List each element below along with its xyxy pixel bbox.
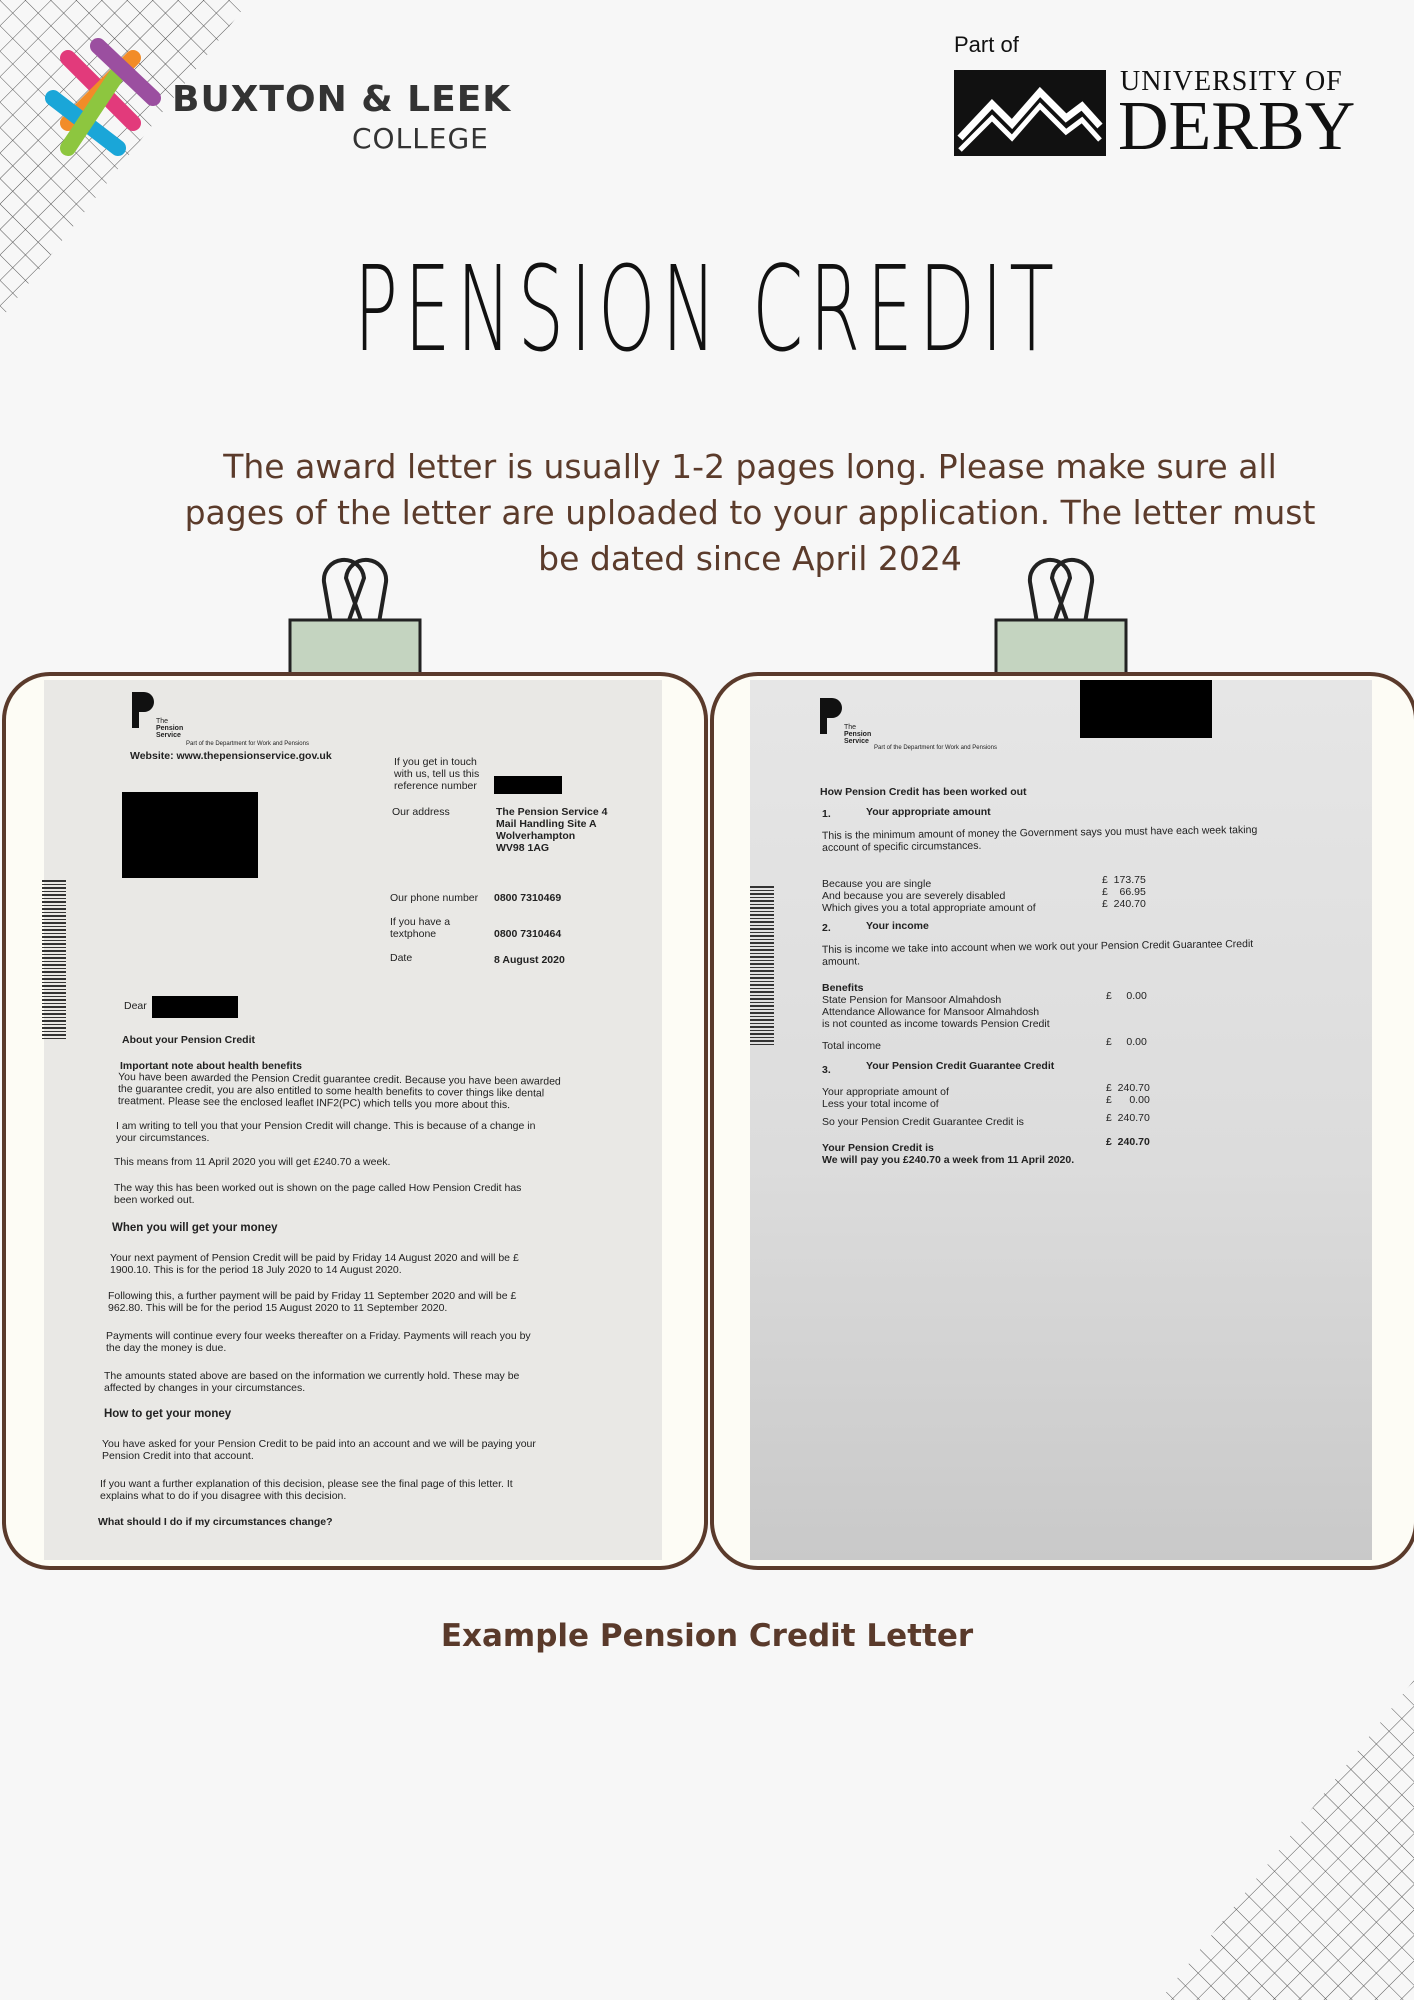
- section1-title: Your appropriate amount: [866, 806, 991, 818]
- example-caption: Example Pension Credit Letter: [440, 1618, 974, 1654]
- section1-description: This is the minimum amount of money the Government says you must have each week taking account of specific circumstances.: [821, 823, 1258, 854]
- textphone-label: If you have a textphone: [390, 916, 451, 940]
- final-credit-label: Your Pension Credit is We will pay you £240.70 a week from 11 April 2020.: [822, 1142, 1075, 1166]
- section3-values: £ 240.70 £ 0.00: [1106, 1082, 1150, 1106]
- partner-name-line1: UNIVERSITY OF: [1120, 66, 1343, 97]
- phone-label: Our phone number: [390, 892, 479, 904]
- heading-when: When you will get your money: [112, 1222, 278, 1234]
- service-name-2: Pension: [156, 725, 184, 732]
- textphone-value: 0800 7310464: [494, 928, 562, 940]
- letter-frame-page1: [2, 672, 708, 1570]
- so-guarantee-value: £ 240.70: [1106, 1112, 1150, 1124]
- heading-what: What should I do if my circumstances change?: [98, 1516, 333, 1528]
- service-name-2: Pension: [844, 731, 872, 738]
- grid-decoration-bottom-right: [1160, 1680, 1414, 2000]
- writing-text: I am writing to tell you that your Pension Credit will change. This is because of a change in your circumstances.: [116, 1120, 536, 1144]
- section1-lines: Because you are single And because you are severely disabled Which gives you a total appropriate amount of: [822, 878, 1036, 914]
- phone-value: 0800 7310469: [494, 892, 562, 904]
- section3-number: 3.: [822, 1064, 831, 1076]
- heading-worked-out: How Pension Credit has been worked out: [820, 786, 1027, 798]
- way-text: The way this has been worked out is shown on the page called How Pension Credit has been worked out.: [114, 1182, 522, 1206]
- date-value: 8 August 2020: [494, 954, 565, 966]
- following-text: Following this, a further payment will be paid by Friday 11 September 2020 and will be £ 962.80. This will be for the period 15 August 2020 to 11 September 2020.: [108, 1290, 517, 1314]
- website: Website: www.thepensionservice.gov.uk: [130, 750, 332, 762]
- address-label: Our address: [392, 806, 450, 818]
- redacted-address: [122, 792, 258, 878]
- pension-service-logo: [130, 690, 154, 738]
- section2-number: 2.: [822, 922, 831, 934]
- redacted-name: [152, 996, 238, 1018]
- asked-text: You have asked for your Pension Credit to be paid into an account and we will be paying your Pension Credit into that account.: [102, 1438, 536, 1462]
- further-text: If you want a further explanation of this decision, please see the final page of this letter. It explains what to do if you disagree with this decision.: [100, 1478, 513, 1502]
- amounts-text: The amounts stated above are based on the information we currently hold. These may be affected by changes in your circumstances.: [104, 1370, 520, 1394]
- service-name-3: Service: [844, 738, 869, 745]
- college-logo-mark: [38, 38, 168, 168]
- service-name-3: Service: [156, 732, 181, 739]
- college-subtitle: COLLEGE: [352, 122, 489, 155]
- health-text: You have been awarded the Pension Credit guarantee credit. Because you have been awarded the guarantee credit, you are also entitled to some health benefits to cover things like dental treatment. Please see the enclosed leaflet INF2(PC) which tells you more about this.: [117, 1071, 561, 1112]
- letter-page2: [750, 680, 1372, 1560]
- benefit-value: £ 0.00: [1106, 990, 1147, 1002]
- date-label: Date: [390, 952, 413, 964]
- intro-text: The award letter is usually 1-2 pages long. Please make sure all pages of the letter are uploaded to your application. The letter must be dated since April 2024: [184, 447, 1316, 578]
- benefit-lines: State Pension for Mansoor Almahdosh Attendance Allowance for Mansoor Almahdosh is not counted as income towards Pension Credit: [822, 994, 1050, 1030]
- continue-text: Payments will continue every four weeks thereafter on a Friday. Payments will reach you by the day the money is due.: [106, 1330, 531, 1354]
- section3-lines: Your appropriate amount of Less your total income of: [822, 1086, 949, 1110]
- redacted-header: [1080, 680, 1212, 738]
- address-value: The Pension Service 4 Mail Handling Site A Wolverhampton WV98 1AG: [496, 806, 608, 854]
- total-income-label: Total income: [822, 1040, 881, 1052]
- derby-mountain-logo: [954, 70, 1106, 156]
- heading-how: How to get your money: [104, 1408, 232, 1420]
- page-title: PENSION CREDIT: [353, 240, 1061, 378]
- dwp-line: Part of the Department for Work and Pensions: [186, 741, 309, 747]
- service-name-1: The: [844, 724, 857, 731]
- dwp-line: Part of the Department for Work and Pensions: [874, 745, 997, 751]
- partner-prefix: Part of: [954, 32, 1019, 57]
- partner-name-line2: DERBY: [1118, 88, 1356, 165]
- section2-title: Your income: [866, 920, 929, 932]
- pension-service-logo-2: [818, 696, 842, 744]
- next-payment-text: Your next payment of Pension Credit will be paid by Friday 14 August 2020 and will be £ 1900.10. This is for the period 18 July 2020 to 14 August 2020.: [110, 1252, 519, 1276]
- so-guarantee-label: So your Pension Credit Guarantee Credit is: [822, 1116, 1024, 1128]
- heading-important: Important note about health benefits: [120, 1060, 303, 1072]
- letter-frame-page2: [710, 672, 1414, 1570]
- means-text: This means from 11 April 2020 you will get £240.70 a week.: [114, 1156, 391, 1168]
- service-name-1: The: [156, 718, 169, 725]
- final-credit-value: £ 240.70: [1106, 1136, 1150, 1148]
- section2-description: This is income we take into account when we work out your Pension Credit Guarantee Credit amount.: [821, 937, 1254, 968]
- redacted-reference: [494, 776, 562, 794]
- reference-label: If you get in touch with us, tell us this reference number: [394, 756, 480, 792]
- barcode: [42, 880, 66, 1040]
- barcode-2: [750, 886, 774, 1046]
- section1-values: £ 173.75 £ 66.95 £ 240.70: [1102, 874, 1146, 910]
- section3-title: Your Pension Credit Guarantee Credit: [866, 1060, 1055, 1072]
- letter-page1: [44, 680, 662, 1560]
- salutation: Dear: [124, 1000, 147, 1012]
- total-income-value: £ 0.00: [1106, 1036, 1147, 1048]
- benefits-label: Benefits: [822, 982, 864, 994]
- college-name: BUXTON & LEEK: [172, 79, 512, 120]
- heading-about: About your Pension Credit: [122, 1034, 256, 1046]
- section1-number: 1.: [822, 808, 831, 820]
